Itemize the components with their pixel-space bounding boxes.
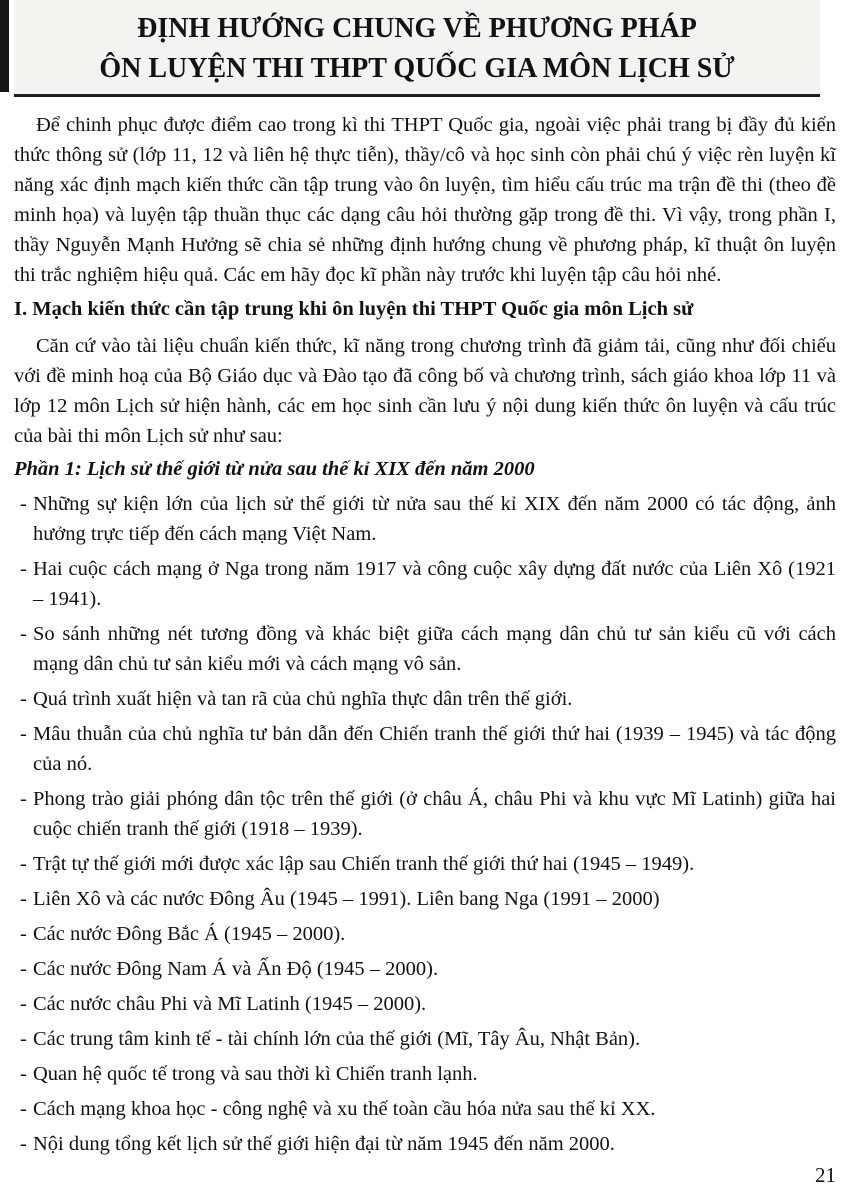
list-item-text: Những sự kiện lớn của lịch sử thế giới từ nửa sau thế kỉ XIX đến năm 2000 có tác động, ảnh hưởng trực tiếp đến cách mạng Việt Nam. — [33, 493, 836, 545]
list-item — [14, 884, 836, 914]
list-item — [14, 684, 836, 714]
list-item-text: Phong trào giải phóng dân tộc trên thế giới (ở châu Á, châu Phi và khu vực Mĩ Latinh) giữa hai cuộc chiến tranh thế giới (1918 – 1939). — [33, 788, 836, 840]
list-item-text: Nội dung tổng kết lịch sử thế giới hiện đại từ năm 1945 đến năm 2000. — [33, 1133, 615, 1155]
list-item — [14, 1094, 836, 1124]
dash-bullet-marker: - — [20, 723, 27, 745]
list-item — [14, 489, 836, 549]
list-item-text: Cách mạng khoa học - công nghệ và xu thế toàn cầu hóa nửa sau thế kỉ XX. — [33, 1098, 656, 1120]
list-item-text: Quan hệ quốc tế trong và sau thời kì Chiến tranh lạnh. — [33, 1063, 478, 1085]
list-item — [14, 554, 836, 614]
list-item — [14, 784, 836, 844]
list-item-text: Các nước châu Phi và Mĩ Latinh (1945 – 2000). — [33, 993, 427, 1015]
dash-bullet-marker: - — [20, 958, 27, 980]
intro-paragraph-1: Để chinh phục được điểm cao trong kì thi THPT Quốc gia, ngoài việc phải trang bị đầy đủ kiến thức thông sử (lớp 11, 12 và liên hệ thực tiễn), thầy/cô và học sinh còn phải chú ý việc rèn luyện kĩ năng xác định mạch kiến thức cần tập trung vào ôn luyện, tìm hiểu cấu trúc ma trận đề thi (theo đề minh họa) và luyện tập thuần thục các dạng câu hỏi thường gặp trong đề thi. Vì vậy, trong phần I, thầy Nguyễn Mạnh Hưởng sẽ chia sẻ những định hướng chung về phương pháp, kĩ thuật ôn luyện thi trắc nghiệm hiệu quả. Các em hãy đọc kĩ phần này trước khi luyện tập câu hỏi nhé. — [14, 114, 836, 286]
dash-bullet-marker: - — [20, 923, 27, 945]
intro-paragraph-2: Căn cứ vào tài liệu chuẩn kiến thức, kĩ năng trong chương trình đã giảm tải, cũng như đối chiếu với đề minh hoạ của Bộ Giáo dục và Đào tạo đã công bố và chương trình, sách giáo khoa lớp 11 và lớp 12 môn Lịch sử hiện hành, các em học sinh cần lưu ý nội dung kiến thức ôn luyện và cấu trúc của bài thi môn Lịch sử như sau: — [14, 335, 836, 447]
dash-bullet-marker: - — [20, 788, 27, 810]
chapter-title-line-1: ĐỊNH HƯỚNG CHUNG VỀ PHƯƠNG PHÁP — [137, 13, 697, 44]
list-item — [14, 919, 836, 949]
list-item-text: Các nước Đông Nam Á và Ấn Độ (1945 – 2000). — [33, 958, 439, 980]
list-item-text: Các trung tâm kinh tế - tài chính lớn của thế giới (Mĩ, Tây Âu, Nhật Bản). — [33, 1028, 641, 1050]
page-edge-artifact — [0, 0, 9, 92]
dash-bullet-marker: - — [20, 688, 27, 710]
list-item-text: Mâu thuẫn của chủ nghĩa tư bản dẫn đến Chiến tranh thế giới thứ hai (1939 – 1945) và tác động của nó. — [33, 723, 836, 775]
page-content — [0, 110, 858, 1159]
knowledge-list — [14, 489, 836, 1159]
list-item — [14, 989, 836, 1019]
part1-heading: Phần 1: Lịch sử thế giới từ nửa sau thế kỉ XIX đến năm 2000 — [14, 458, 535, 480]
list-item-text: Quá trình xuất hiện và tan rã của chủ nghĩa thực dân trên thế giới. — [33, 688, 573, 710]
list-item — [14, 1129, 836, 1159]
list-item — [14, 1059, 836, 1089]
list-item — [14, 849, 836, 879]
dash-bullet-marker: - — [20, 1028, 27, 1050]
list-item-text: Trật tự thế giới mới được xác lập sau Chiến tranh thế giới thứ hai (1945 – 1949). — [33, 853, 695, 875]
dash-bullet-marker: - — [20, 853, 27, 875]
dash-bullet-marker: - — [20, 1063, 27, 1085]
list-item — [14, 1024, 836, 1054]
page-number: 21 — [815, 1163, 836, 1187]
list-item-text: Hai cuộc cách mạng ở Nga trong năm 1917 và công cuộc xây dựng đất nước của Liên Xô (1921 – 1941). — [33, 558, 836, 610]
dash-bullet-marker: - — [20, 1133, 27, 1155]
dash-bullet-marker: - — [20, 623, 27, 645]
chapter-title-box — [14, 0, 820, 97]
list-item — [14, 954, 836, 984]
dash-bullet-marker: - — [20, 993, 27, 1015]
dash-bullet-marker: - — [20, 1098, 27, 1120]
chapter-title-line-2: ÔN LUYỆN THI THPT QUỐC GIA MÔN LỊCH SỬ — [99, 53, 735, 84]
dash-bullet-marker: - — [20, 558, 27, 580]
list-item — [14, 619, 836, 679]
list-item — [14, 719, 836, 779]
dash-bullet-marker: - — [20, 888, 27, 910]
section-heading: I. Mạch kiến thức cần tập trung khi ôn luyện thi THPT Quốc gia môn Lịch sử — [14, 298, 694, 320]
list-item-text: So sánh những nét tương đồng và khác biệt giữa cách mạng dân chủ tư sản kiểu cũ với cách mạng dân chủ tư sản kiểu mới và cách mạng vô sản. — [33, 623, 836, 675]
list-item-text: Liên Xô và các nước Đông Âu (1945 – 1991). Liên bang Nga (1991 – 2000) — [33, 888, 660, 910]
list-item-text: Các nước Đông Bắc Á (1945 – 2000). — [33, 923, 346, 945]
dash-bullet-marker: - — [20, 493, 27, 515]
